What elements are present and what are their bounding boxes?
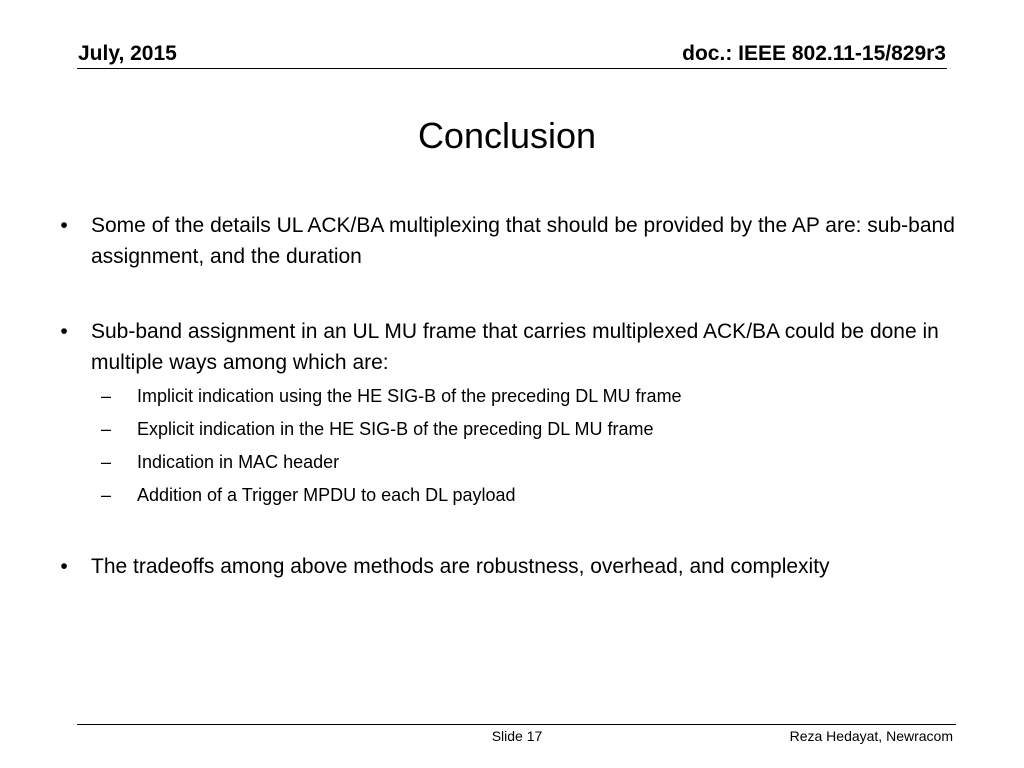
bullet-marker: • xyxy=(60,320,68,343)
sub-bullet-marker: – xyxy=(101,419,112,439)
sub-bullet-item xyxy=(91,479,956,512)
sub-bullet-text: Addition of a Trigger MPDU to each DL payload xyxy=(137,485,516,505)
sub-bullet-item xyxy=(91,380,956,413)
bullet-item xyxy=(56,210,956,272)
bullet-text: Some of the details UL ACK/BA multiplexing that should be provided by the AP are: sub-band assignment, and the duration xyxy=(91,214,955,268)
sub-bullet-marker: – xyxy=(101,386,112,406)
bullet-list xyxy=(56,210,956,582)
footer-divider xyxy=(77,724,956,725)
sub-bullet-text: Explicit indication in the HE SIG-B of the preceding DL MU frame xyxy=(137,419,654,439)
sub-bullet-text: Implicit indication using the HE SIG-B of the preceding DL MU frame xyxy=(137,386,682,406)
sub-bullet-text: Indication in MAC header xyxy=(137,452,340,472)
header-divider xyxy=(77,68,947,69)
sub-bullet-marker: – xyxy=(101,452,112,472)
header-date: July, 2015 xyxy=(78,42,177,65)
sub-bullet-item xyxy=(91,413,956,446)
sub-bullet-item xyxy=(91,446,956,479)
bullet-item xyxy=(56,551,956,582)
bullet-text: Sub-band assignment in an UL MU frame that carries multiplexed ACK/BA could be done in multiple ways among which are: xyxy=(91,320,939,374)
slide-number: Slide 17 xyxy=(491,728,543,744)
sub-bullet-marker: – xyxy=(101,485,112,505)
bullet-item xyxy=(56,316,956,512)
bullet-text: The tradeoffs among above methods are robustness, overhead, and complexity xyxy=(91,555,830,578)
slide-title: Conclusion xyxy=(417,115,597,156)
header-doc-id: doc.: IEEE 802.11-15/829r3 xyxy=(682,42,946,65)
bullet-marker: • xyxy=(60,214,68,237)
sub-bullet-list xyxy=(91,380,956,512)
bullet-marker: • xyxy=(60,555,68,578)
footer-author: Reza Hedayat, Newracom xyxy=(789,728,953,744)
